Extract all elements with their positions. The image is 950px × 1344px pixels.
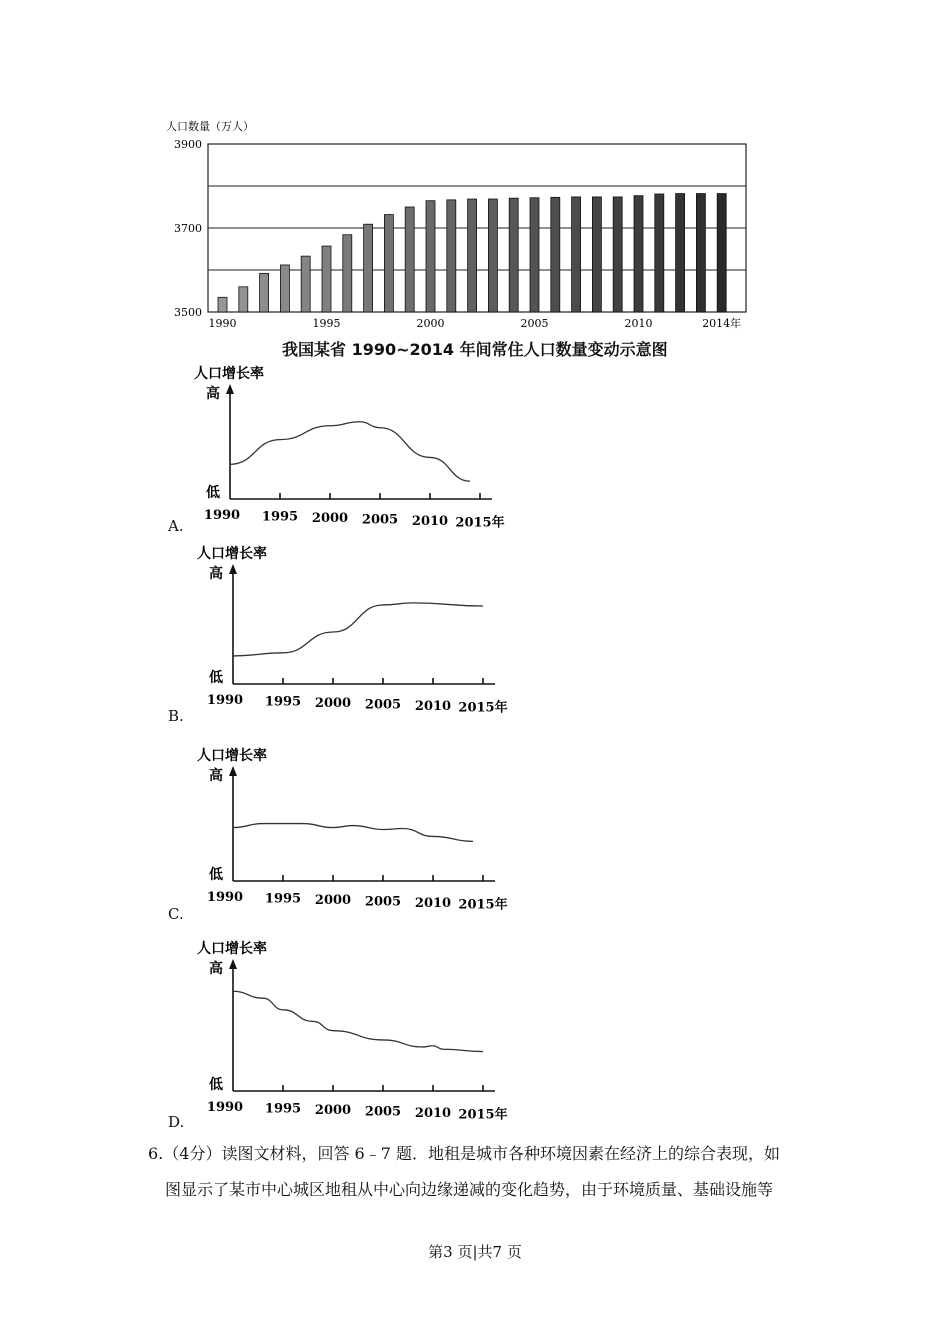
y-axis-label: 人口增长率 [194, 366, 264, 382]
option-c-chart [193, 744, 523, 919]
x-tick-label: 2005 [361, 512, 399, 528]
option-a-label[interactable]: A. [168, 517, 184, 535]
y-axis-arrow [229, 959, 237, 969]
bar-2006 [551, 197, 560, 312]
bar-1998 [384, 215, 393, 312]
bar-y-tick-labels [174, 138, 202, 319]
bar-x-tick: 2014年 [702, 317, 742, 330]
growth-rate-line [233, 991, 483, 1051]
option-b-chart-svg [193, 542, 538, 722]
x-tick-label: 2010 [414, 896, 452, 911]
y-axis-label: 人口增长率 [197, 748, 267, 764]
option-c-label[interactable]: C. [168, 905, 184, 923]
bar-1997 [364, 224, 373, 312]
bar-1999 [405, 207, 414, 312]
y-axis-low-label: 低 [206, 485, 220, 501]
option-b-label[interactable]: B. [168, 707, 184, 725]
bar-2008 [592, 197, 601, 312]
x-tick-label: 1990 [206, 1100, 244, 1115]
x-tick-label: 2010 [414, 1106, 452, 1121]
x-tick-label: 2005 [364, 894, 402, 910]
y-axis-arrow [229, 766, 237, 776]
y-axis-low-label: 低 [209, 1077, 223, 1093]
x-tick-label: 2015年 [458, 700, 508, 716]
bar-x-tick: 1995 [312, 317, 341, 330]
x-tick-label: 2000 [311, 511, 349, 526]
x-tick-label: 1990 [206, 693, 244, 708]
option-d-chart-svg [193, 937, 538, 1129]
question-line-2: 图显示了某市中心城区地租从中心向边缘递减的变化趋势，由于环境质量、基础设施等 [165, 1180, 774, 1199]
bar-2010 [634, 196, 643, 312]
x-tick-label: 1995 [261, 509, 299, 525]
x-tick-label: 2005 [364, 1104, 402, 1120]
y-axis-label: 人口增长率 [197, 941, 267, 957]
bar-y-tick: 3500 [174, 306, 202, 319]
x-tick-label: 1990 [203, 508, 241, 523]
bar-series [218, 194, 726, 312]
y-axis-low-label: 低 [209, 670, 223, 686]
x-tick-label: 2015年 [458, 897, 508, 913]
growth-rate-line [233, 824, 473, 842]
bar-x-tick: 1990 [208, 317, 237, 330]
bar-2001 [447, 200, 456, 312]
x-tick-label: 2005 [364, 697, 402, 713]
bar-2011 [655, 194, 664, 312]
x-tick-label: 2010 [414, 699, 452, 714]
bar-2009 [613, 197, 622, 312]
question-6 [148, 1136, 828, 1208]
y-axis-arrow [226, 384, 234, 394]
bar-2003 [488, 199, 497, 312]
bar-x-tick: 2000 [416, 317, 445, 330]
x-tick-label: 2000 [314, 696, 352, 711]
option-d-label[interactable]: D. [168, 1113, 185, 1131]
bar-2012 [676, 194, 685, 312]
x-tick-label: 1995 [264, 694, 302, 710]
bar-2007 [572, 197, 581, 312]
population-bar-chart [160, 110, 780, 340]
bar-1992 [260, 273, 269, 312]
option-a-chart [190, 362, 530, 537]
y-axis-low-label: 低 [209, 867, 223, 883]
bar-chart-ylabel: 人口数量（万人） [166, 120, 254, 133]
x-tick-label: 2010 [411, 514, 449, 529]
y-axis-label: 人口增长率 [197, 546, 267, 562]
bar-1995 [322, 246, 331, 312]
x-tick-label: 1995 [264, 891, 302, 907]
x-tick-label: 1990 [206, 890, 244, 905]
growth-rate-line [233, 603, 483, 656]
bar-2004 [509, 198, 518, 312]
page-footer: 第3 页|共7 页 [428, 1243, 522, 1261]
bar-x-tick: 2005 [520, 317, 549, 330]
option-b-chart [193, 542, 538, 722]
x-tick-label: 2000 [314, 893, 352, 908]
option-a-chart-svg [190, 362, 530, 537]
bar-1996 [343, 235, 352, 312]
bar-y-tick: 3700 [174, 222, 202, 235]
bar-2002 [468, 199, 477, 312]
bar-2013 [696, 194, 705, 312]
y-axis-high-label: 高 [209, 961, 223, 977]
x-tick-label: 1995 [264, 1101, 302, 1117]
y-axis-arrow [229, 564, 237, 574]
bar-chart-svg [160, 110, 780, 340]
bar-1990 [218, 297, 227, 312]
bar-2000 [426, 201, 435, 312]
bar-2005 [530, 198, 539, 312]
growth-rate-line [230, 422, 470, 481]
bar-chart-title: 我国某省 1990~2014 年间常住人口数量变动示意图 [282, 340, 668, 359]
y-axis-high-label: 高 [206, 386, 220, 402]
x-tick-label: 2000 [314, 1103, 352, 1118]
x-tick-label: 2015年 [458, 1107, 508, 1123]
bar-1994 [301, 256, 310, 312]
bar-1991 [239, 287, 248, 312]
option-c-chart-svg [193, 744, 523, 919]
bar-x-tick-labels [209, 316, 742, 330]
y-axis-high-label: 高 [209, 566, 223, 582]
option-d-chart [193, 937, 538, 1129]
y-axis-high-label: 高 [209, 768, 223, 784]
question-line-1: 6.（4分）读图文材料，回答 6﹣7 题．地租是城市各种环境因素在经济上的综合表现，如 [148, 1144, 780, 1163]
bar-x-tick: 2010 [624, 317, 653, 330]
x-tick-label: 2015年 [455, 515, 505, 531]
bar-1993 [280, 265, 289, 312]
bar-2014 [717, 194, 726, 312]
bar-y-tick: 3900 [174, 138, 202, 151]
